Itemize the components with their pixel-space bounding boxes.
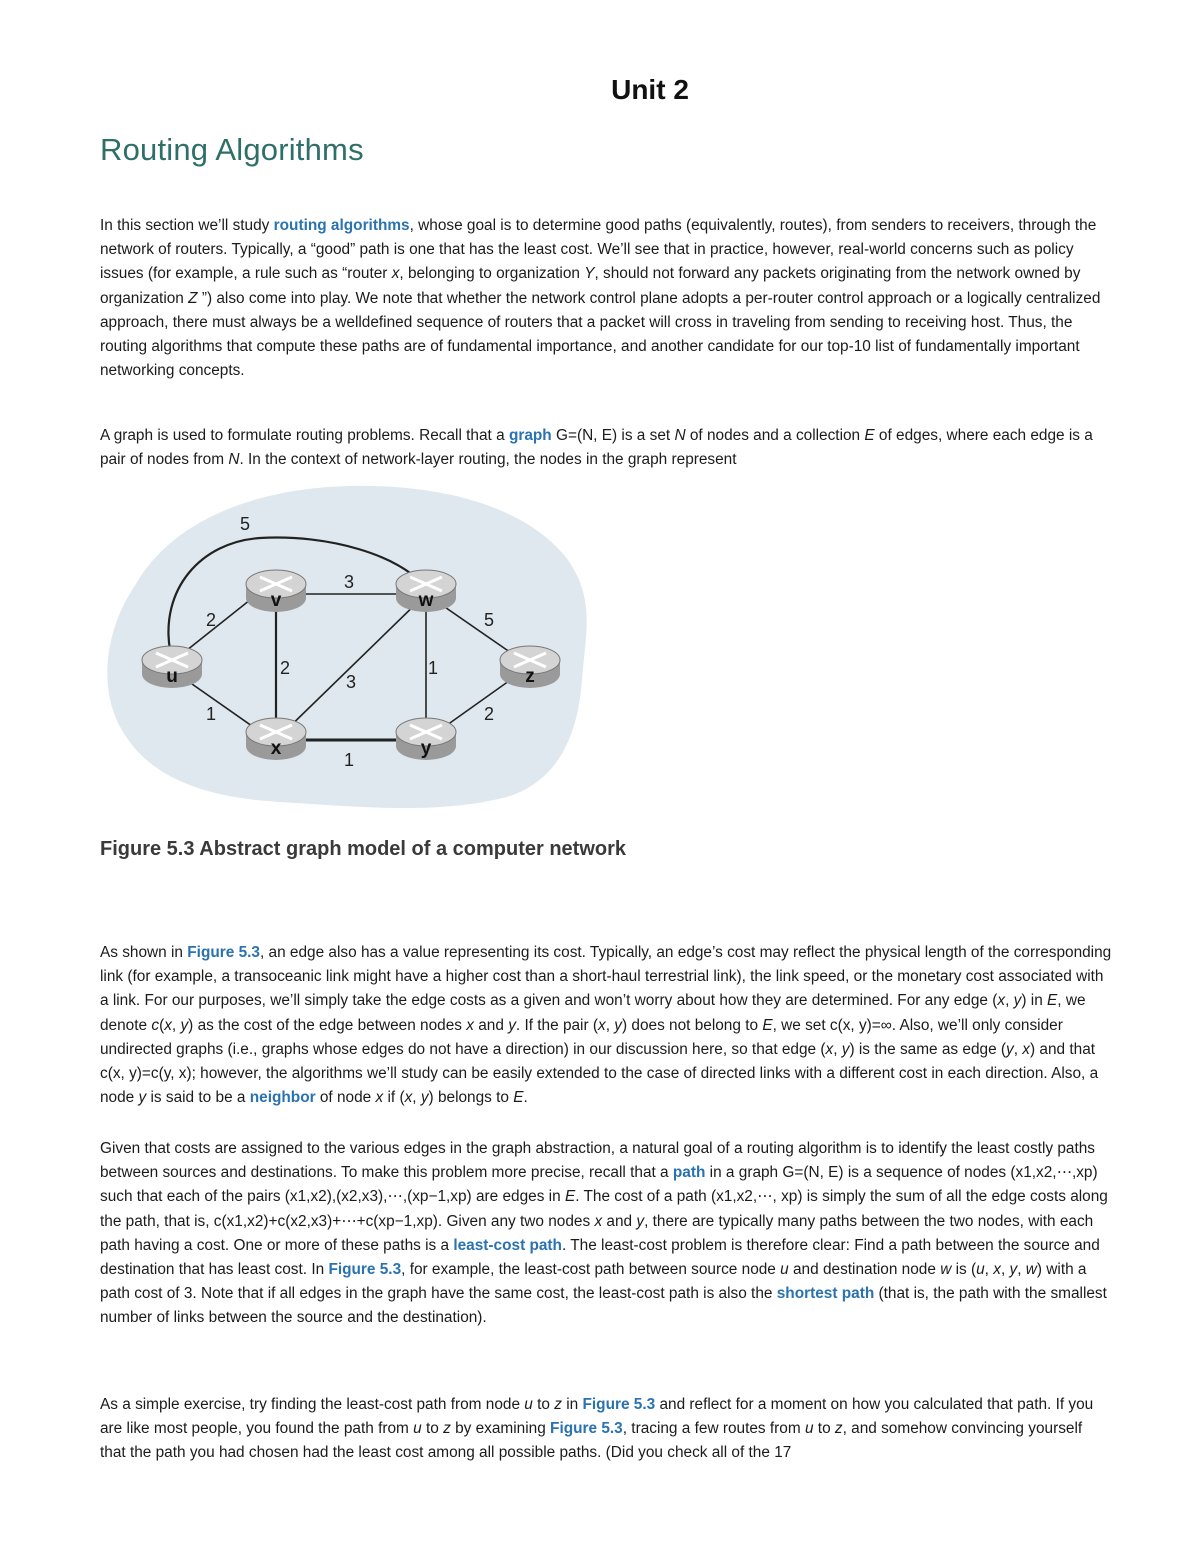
figure-reference-link[interactable]: Figure 5.3 <box>550 1420 623 1438</box>
term-graph: graph <box>508 427 552 444</box>
term-shortest-path: shortest path <box>776 1285 875 1303</box>
edge-label-v-w: 3 <box>344 572 355 592</box>
node-label-y: y <box>420 738 432 759</box>
edge-label-x-y: 1 <box>344 750 355 770</box>
paragraph-exercise: As a simple exercise, try finding the least-cost path from node u to z in Figure 5.3 and reflect for a moment on how you calculated that path. If you are like most people, you found the path from u to z by examining Figure 5.3, tracing a few routes from u to z, and somehow convincing yourself that the path you had chosen had the least cost among all possible paths. (Did you check all of the 17 <box>100 1396 1094 1462</box>
router-node-y <box>396 718 456 760</box>
network-graph-figure <box>100 480 600 810</box>
router-node-z <box>500 646 560 688</box>
paragraph-least-cost-path: Given that costs are assigned to the various edges in the graph abstraction, a natural goal of a routing algorithm is to identify the least costly paths between sources and destinations. To make this problem more precise, recall that a path in a graph G=(N, E) is a sequence of nodes (x1,x2,⋯,xp) such that each of the pairs (x1,x2),(x2,x3),⋯,(xp−1,xp) are edges in E. The cost of a path (x1,x2,⋯, xp) is simply the sum of all the edge costs along the path, that is, c(x1,x2)+c(x2,x3)+⋯+c(xp−1,xp). Given any two nodes x and y, there are typically many paths between the two nodes, with each path having a cost. One or more of these paths is a least-cost path. The least-cost problem is therefore clear: Find a path between the source and destination that has least cost. In Figure 5.3, for example, the least-cost path between source node u and destination node w is (u, x, y, w) with a path cost of 3. Note that if all edges in the graph have the same cost, the least-cost path is also the shortest path (that is, the path with the smallest number of links between the source and the destination). <box>100 1140 1108 1327</box>
paragraph-graph-definition: A graph is used to formulate routing problems. Recall that a graph G=(N, E) is a set N of nodes and a collection E of edges, where each edge is a pair of nodes from N. In the context of network-layer routing, the nodes in the graph represent <box>100 427 1093 469</box>
router-node-x <box>246 718 306 760</box>
term-path: path <box>672 1164 706 1182</box>
router-node-u <box>142 646 202 688</box>
edge-label-v-x: 2 <box>280 658 291 678</box>
figure-reference-link[interactable]: Figure 5.3 <box>328 1261 402 1279</box>
edge-label-u-w: 5 <box>240 514 251 534</box>
paragraph-edge-cost: As shown in Figure 5.3, an edge also has a value representing its cost. Typically, an edge’s cost may reflect the physical length of the corresponding link (for example, a transoceanic link might have a higher cost than a short-haul terrestrial link), the link speed, or the monetary cost associated with a link. For our purposes, we’ll simply take the edge costs as a given and won’t worry about how they are determined. For any edge (x, y) in E, we denote c(x, y) as the cost of the edge between nodes x and y. If the pair (x, y) does not belong to E, we set c(x, y)=∞. Also, we’ll only consider undirected graphs (i.e., graphs whose edges do not have a direction) in our discussion here, so that edge (x, y) is the same as edge (y, x) and that c(x, y)=c(y, x); however, the algorithms we’ll study can be easily extended to the case of directed links with a different cost in each direction. Also, a node y is said to be a neighbor of node x if (x, y) belongs to E. <box>100 944 1112 1107</box>
edge-label-u-v: 2 <box>206 610 217 630</box>
node-label-z: z <box>525 666 535 687</box>
term-least-cost-path: least-cost path <box>453 1236 562 1254</box>
node-label-w: w <box>418 590 434 611</box>
unit-title: Unit 2 <box>611 74 689 105</box>
section-title: Routing Algorithms <box>100 132 364 167</box>
edge-label-w-z: 5 <box>484 610 495 630</box>
network-graph-svg <box>100 480 600 810</box>
edge-label-w-y: 1 <box>428 658 439 678</box>
paragraph-intro: In this section we’ll study routing algorithms, whose goal is to determine good paths (equivalently, routes), from senders to receivers, through the network of routers. Typically, a “good” path is one that has the least cost. We’ll see that in practice, however, real-world concerns such as policy issues (for example, a rule such as “router x, belonging to organization Y, should not forward any packets originating from the network owned by organization Z ”) also come into play. We note that whether the network control plane adopts a per-router control approach or a logically centralized approach, there must always be a welldefined sequence of routers that a packet will cross in traveling from sending to receiving host. Thus, the routing algorithms that compute these paths are of fundamental importance, and another candidate for our top-10 list of fundamentally important networking concepts. <box>100 217 1101 380</box>
edge-label-x-w: 3 <box>346 672 357 692</box>
term-neighbor: neighbor <box>249 1089 316 1107</box>
node-label-v: v <box>270 590 282 611</box>
router-node-w <box>396 570 456 612</box>
router-node-v <box>246 570 306 612</box>
node-label-u: u <box>166 666 178 687</box>
figure-reference-link[interactable]: Figure 5.3 <box>187 944 260 961</box>
edge-label-y-z: 2 <box>484 704 495 724</box>
term-routing-algorithms: routing algorithms <box>273 217 410 234</box>
figure-caption: Figure 5.3 Abstract graph model of a computer network <box>100 838 627 860</box>
node-label-x: x <box>270 738 282 759</box>
edge-label-u-x: 1 <box>206 704 217 724</box>
figure-reference-link[interactable]: Figure 5.3 <box>582 1396 656 1413</box>
